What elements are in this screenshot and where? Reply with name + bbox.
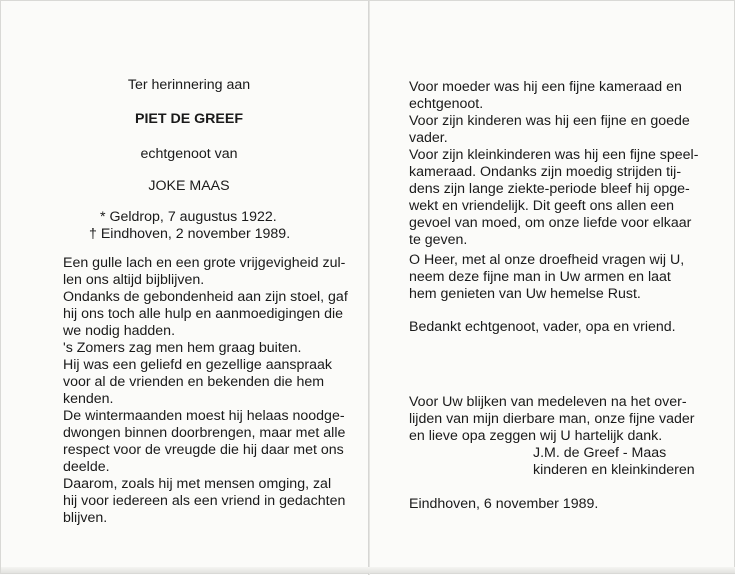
text-line: hij ons toch alle hulp en aanmoedigingen die [63,306,344,322]
signature-family: kinderen en kleinkinderen [533,462,695,478]
text-line: dens zijn lange ziekte-periode bleef hij opge- [409,181,690,197]
text-line: len ons altijd bijblijven. [63,272,205,288]
birth-line: * Geldrop, 7 augustus 1922. [100,209,277,225]
text-line: Voor zijn kleinkinderen was hij een fijne speel- [409,147,699,163]
deceased-name: PIET DE GREEF [135,111,243,127]
text-line: kameraad. Ondanks zijn moedig strijden tij- [409,164,682,180]
text-line: dwongen binnen doorbrengen, maar met alle [63,425,346,441]
card-bottom-edge [1,567,735,573]
text-line: neem deze fijne man in Uw armen en laat [409,269,671,285]
place-date: Eindhoven, 6 november 1989. [409,496,599,512]
signature-name: J.M. de Greef - Maas [533,445,667,461]
text-line: respect voor de vreugde die hij daar met ons [63,442,344,458]
text-line: Een gulle lach en een grote vrijgevigheid zul- [63,255,346,271]
text-line: voor al de vrienden en bekenden die hem [63,374,325,390]
text-line: we nodig hadden. [63,323,176,339]
text-line: De wintermaanden moest hij helaas noodge- [63,408,345,424]
text-line: te geven. [409,232,468,248]
text-line: lijden van mijn dierbare man, onze fijne vader [409,411,695,427]
card-fold [368,1,370,575]
text-line: echtgenoot. [409,96,484,112]
text-line: 's Zomers zag men hem graag buiten. [63,340,302,356]
text-line: Hij was een geliefd en gezellige aanspraak [63,357,332,373]
text-line: O Heer, met al onze droefheid vragen wij U, [409,252,685,268]
text-line: gevoel van moed, om onze liefde voor elkaar [409,215,692,231]
spouse-name: JOKE MAAS [148,178,230,194]
text-line: wekt en vriendelijk. Dit geeft ons allen een [409,198,674,214]
text-line: en lieve opa zeggen wij U hartelijk dank. [409,428,663,444]
spouse-of-text: echtgenoot van [140,146,238,162]
text-line: Voor moeder was hij een fijne kameraad en [409,79,682,95]
text-line: Voor Uw blijken van medeleven na het over- [409,394,687,410]
text-line: hem genieten van Uw hemelse Rust. [409,286,641,302]
text-line: hij voor iedereen als een vriend in gedachten [63,493,346,509]
thanks-line: Bedankt echtgenoot, vader, opa en vriend. [409,319,676,335]
text-line: blijven. [63,510,108,526]
text-line: deelde. [63,459,110,475]
header-text: Ter herinnering aan [127,77,251,93]
death-line: † Eindhoven, 2 november 1989. [89,226,291,242]
text-line: Ondanks de gebondenheid aan zijn stoel, gaf [63,289,348,305]
text-line: Voor zijn kinderen was hij een fijne en goede [409,113,690,129]
text-line: kenden. [63,391,114,407]
text-line: Daarom, zoals hij met mensen omging, zal [63,476,332,492]
text-line: vader. [409,130,448,146]
